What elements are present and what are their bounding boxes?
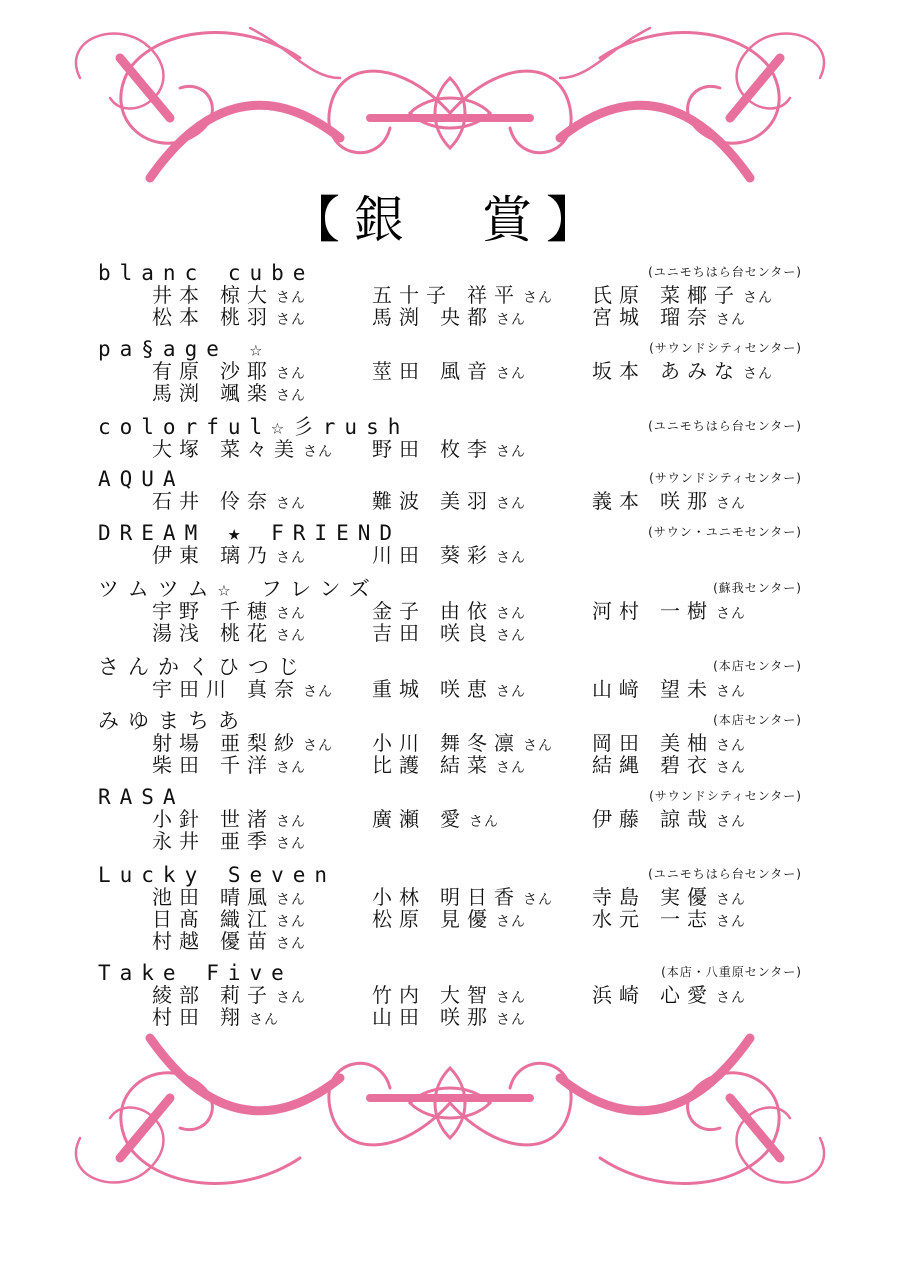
member-name xyxy=(152,490,306,515)
member-given-name: 愛 xyxy=(440,807,467,831)
member-name xyxy=(592,678,746,703)
member-name xyxy=(372,306,526,331)
member-given-name: 桃花 xyxy=(220,621,274,645)
member-given-name: 祥平 xyxy=(467,283,521,307)
member-given-name: 一志 xyxy=(660,907,714,931)
member-given-name: 実優 xyxy=(660,885,714,909)
member-family-name: 有原 xyxy=(152,359,206,383)
member-given-name: 結菜 xyxy=(440,753,494,777)
member-family-name: 重城 xyxy=(372,677,426,701)
member-row xyxy=(0,808,900,830)
member-honorific: さん xyxy=(496,496,526,512)
member-given-name: 心愛 xyxy=(660,983,714,1007)
member-given-name: 亜季 xyxy=(220,829,274,853)
member-given-name: 織江 xyxy=(220,907,274,931)
group-name: DREAM ★ FRIEND xyxy=(98,521,402,545)
member-given-name: 咲恵 xyxy=(440,677,494,701)
member-name xyxy=(152,622,306,647)
member-name xyxy=(372,754,526,779)
group-center: (サウンドシティセンター) xyxy=(649,789,802,803)
member-family-name: 寺島 xyxy=(592,885,646,909)
member-honorific: さん xyxy=(496,990,526,1006)
group-name: colorful☆彡rush xyxy=(98,415,410,439)
group-name: さんかくひつじ xyxy=(98,655,308,679)
member-given-name: 葵彩 xyxy=(440,543,494,567)
member-family-name: 湯浅 xyxy=(152,621,206,645)
member-honorific: さん xyxy=(276,628,306,644)
member-given-name: 世渚 xyxy=(220,807,274,831)
member-family-name: 井本 xyxy=(152,283,206,307)
member-row xyxy=(0,600,900,622)
member-row xyxy=(0,930,900,952)
member-given-name: 真奈 xyxy=(247,677,301,701)
member-given-name: 椋大 xyxy=(220,283,274,307)
member-given-name: 望未 xyxy=(660,677,714,701)
group-center: (ユニモちはら台センター) xyxy=(648,867,802,881)
group-center: (ユニモちはら台センター) xyxy=(648,265,802,279)
member-honorific: さん xyxy=(716,606,746,622)
member-family-name: 村越 xyxy=(152,929,206,953)
member-honorific: さん xyxy=(276,290,306,306)
member-honorific: さん xyxy=(716,312,746,328)
member-family-name: 坂本 xyxy=(592,359,646,383)
member-family-name: 浜崎 xyxy=(592,983,646,1007)
member-honorific: さん xyxy=(276,836,306,852)
member-name xyxy=(152,544,306,569)
member-honorific: さん xyxy=(249,1012,279,1028)
member-family-name: 射場 xyxy=(152,731,206,755)
member-name xyxy=(152,306,306,331)
member-given-name: 由依 xyxy=(440,599,494,623)
member-family-name: 小川 xyxy=(372,731,426,755)
member-honorific: さん xyxy=(496,628,526,644)
member-honorific: さん xyxy=(743,366,773,382)
group-name: みゆまちあ xyxy=(98,709,248,733)
member-family-name: 小針 xyxy=(152,807,206,831)
member-name xyxy=(592,306,746,331)
member-given-name: 瑠奈 xyxy=(660,305,714,329)
member-given-name: 璃乃 xyxy=(220,543,274,567)
group-center: (ユニモちはら台センター) xyxy=(648,419,802,433)
member-given-name: 碧衣 xyxy=(660,753,714,777)
member-given-name: 亜梨紗 xyxy=(220,731,301,755)
member-honorific: さん xyxy=(303,444,333,460)
member-family-name: 池田 xyxy=(152,885,206,909)
member-given-name: 風音 xyxy=(440,359,494,383)
member-honorific: さん xyxy=(716,990,746,1006)
member-honorific: さん xyxy=(716,738,746,754)
member-honorific: さん xyxy=(496,914,526,930)
group-center: (本店・八重原センター) xyxy=(661,965,802,979)
member-family-name: 山﨑 xyxy=(592,677,646,701)
member-given-name: 央都 xyxy=(440,305,494,329)
member-row xyxy=(0,284,900,306)
member-honorific: さん xyxy=(303,738,333,754)
member-name xyxy=(592,754,746,779)
member-name xyxy=(152,382,306,407)
member-row xyxy=(0,732,900,754)
member-name xyxy=(372,678,526,703)
member-family-name: 宮城 xyxy=(592,305,646,329)
member-family-name: 五十子 xyxy=(372,283,453,307)
member-honorific: さん xyxy=(743,290,773,306)
group-name: Lucky Seven xyxy=(98,863,337,887)
member-honorific: さん xyxy=(523,290,553,306)
member-given-name: 伶奈 xyxy=(220,489,274,513)
member-given-name: 枚李 xyxy=(440,437,494,461)
member-family-name: 永井 xyxy=(152,829,206,853)
member-family-name: 河村 xyxy=(592,599,646,623)
member-row xyxy=(0,382,900,404)
member-given-name: 晴風 xyxy=(220,885,274,909)
member-given-name: 颯楽 xyxy=(220,381,274,405)
member-name xyxy=(152,754,306,779)
member-honorific: さん xyxy=(496,444,526,460)
member-given-name: 明日香 xyxy=(440,885,521,909)
member-family-name: 川田 xyxy=(372,543,426,567)
member-honorific: さん xyxy=(276,606,306,622)
member-given-name: 優苗 xyxy=(220,929,274,953)
member-given-name: 美羽 xyxy=(440,489,494,513)
member-honorific: さん xyxy=(496,312,526,328)
member-family-name: 宇田川 xyxy=(152,677,233,701)
group-center: (サウンドシティセンター) xyxy=(649,471,802,485)
member-family-name: 水元 xyxy=(592,907,646,931)
top-ornament xyxy=(40,18,860,188)
group-name: blanc cube xyxy=(98,261,315,285)
member-row xyxy=(0,438,900,460)
member-family-name: 吉田 xyxy=(372,621,426,645)
member-given-name: 菜々美 xyxy=(220,437,301,461)
member-family-name: 岡田 xyxy=(592,731,646,755)
member-family-name: 氏原 xyxy=(592,283,646,307)
member-family-name: 馬渕 xyxy=(372,305,426,329)
member-honorific: さん xyxy=(469,814,499,830)
member-family-name: 馬渕 xyxy=(152,381,206,405)
member-honorific: さん xyxy=(716,760,746,776)
member-row xyxy=(0,1006,900,1028)
member-given-name: 千洋 xyxy=(220,753,274,777)
member-given-name: 桃羽 xyxy=(220,305,274,329)
member-row xyxy=(0,622,900,644)
member-honorific: さん xyxy=(276,760,306,776)
group-name: AQUA xyxy=(98,467,185,491)
member-row xyxy=(0,984,900,1006)
member-row xyxy=(0,678,900,700)
member-given-name: 咲那 xyxy=(660,489,714,513)
member-given-name: 沙耶 xyxy=(220,359,274,383)
group-center: (蘇我センター) xyxy=(713,581,802,595)
member-honorific: さん xyxy=(276,892,306,908)
member-family-name: 宇野 xyxy=(152,599,206,623)
member-family-name: 廣瀬 xyxy=(372,807,426,831)
group-center: (本店センター) xyxy=(713,713,802,727)
member-honorific: さん xyxy=(276,312,306,328)
member-honorific: さん xyxy=(276,388,306,404)
member-given-name: 菜椰子 xyxy=(660,283,741,307)
member-row xyxy=(0,830,900,852)
member-given-name: あみな xyxy=(660,359,741,383)
member-row xyxy=(0,886,900,908)
member-honorific: さん xyxy=(276,914,306,930)
member-honorific: さん xyxy=(276,990,306,1006)
member-honorific: さん xyxy=(523,892,553,908)
member-given-name: 諒哉 xyxy=(660,807,714,831)
member-family-name: 結縄 xyxy=(592,753,646,777)
member-honorific: さん xyxy=(496,760,526,776)
member-family-name: 山田 xyxy=(372,1005,426,1029)
member-honorific: さん xyxy=(276,936,306,952)
member-name xyxy=(152,678,333,703)
member-name xyxy=(592,490,746,515)
member-family-name: 日髙 xyxy=(152,907,206,931)
member-row xyxy=(0,754,900,776)
member-family-name: 伊藤 xyxy=(592,807,646,831)
member-given-name: 咲良 xyxy=(440,621,494,645)
member-row xyxy=(0,544,900,566)
member-given-name: 千穂 xyxy=(220,599,274,623)
member-row xyxy=(0,908,900,930)
member-family-name: 村田 xyxy=(152,1005,206,1029)
member-honorific: さん xyxy=(496,1012,526,1028)
member-family-name: 難波 xyxy=(372,489,426,513)
page-title: 【銀 賞】 xyxy=(290,191,610,249)
member-name xyxy=(372,622,526,647)
member-family-name: 石井 xyxy=(152,489,206,513)
member-family-name: 柴田 xyxy=(152,753,206,777)
member-family-name: 松本 xyxy=(152,305,206,329)
member-given-name: 大智 xyxy=(440,983,494,1007)
member-family-name: 大塚 xyxy=(152,437,206,461)
member-family-name: 比護 xyxy=(372,753,426,777)
member-honorific: さん xyxy=(716,496,746,512)
member-honorific: さん xyxy=(496,366,526,382)
member-honorific: さん xyxy=(303,684,333,700)
member-given-name: 咲那 xyxy=(440,1005,494,1029)
member-honorific: さん xyxy=(496,606,526,622)
member-family-name: 竹内 xyxy=(372,983,426,1007)
member-name xyxy=(152,830,306,855)
group-center: (サウンドシティセンター) xyxy=(649,341,802,355)
member-family-name: 野田 xyxy=(372,437,426,461)
member-family-name: 伊東 xyxy=(152,543,206,567)
member-given-name: 莉子 xyxy=(220,983,274,1007)
member-name xyxy=(372,544,526,569)
member-honorific: さん xyxy=(276,366,306,382)
member-family-name: 松原 xyxy=(372,907,426,931)
member-name xyxy=(152,438,333,463)
member-family-name: 小林 xyxy=(372,885,426,909)
member-given-name: 一樹 xyxy=(660,599,714,623)
group-center: (本店センター) xyxy=(713,659,802,673)
group-center: (サウン・ユニモセンター) xyxy=(648,525,802,539)
member-row xyxy=(0,360,900,382)
member-honorific: さん xyxy=(276,550,306,566)
member-given-name: 舞冬凛 xyxy=(440,731,521,755)
member-given-name: 翔 xyxy=(220,1005,247,1029)
member-honorific: さん xyxy=(716,892,746,908)
group-name: Take Five xyxy=(98,961,293,985)
group-name: ツムツム☆ フレンズ xyxy=(98,577,379,601)
member-given-name: 美柚 xyxy=(660,731,714,755)
member-honorific: さん xyxy=(276,814,306,830)
member-name xyxy=(152,930,306,955)
member-family-name: 金子 xyxy=(372,599,426,623)
bottom-ornament xyxy=(40,1028,860,1198)
member-family-name: 義本 xyxy=(592,489,646,513)
member-family-name: 綾部 xyxy=(152,983,206,1007)
member-honorific: さん xyxy=(523,738,553,754)
member-honorific: さん xyxy=(276,496,306,512)
member-family-name: 莖田 xyxy=(372,359,426,383)
member-honorific: さん xyxy=(716,814,746,830)
member-name xyxy=(372,438,526,463)
member-row xyxy=(0,490,900,512)
group-name: pa§age ☆ xyxy=(98,337,272,361)
member-name xyxy=(372,490,526,515)
member-given-name: 見優 xyxy=(440,907,494,931)
member-honorific: さん xyxy=(716,684,746,700)
member-honorific: さん xyxy=(716,914,746,930)
member-row xyxy=(0,306,900,328)
member-honorific: さん xyxy=(496,684,526,700)
member-honorific: さん xyxy=(496,550,526,566)
group-name: RASA xyxy=(98,785,185,809)
